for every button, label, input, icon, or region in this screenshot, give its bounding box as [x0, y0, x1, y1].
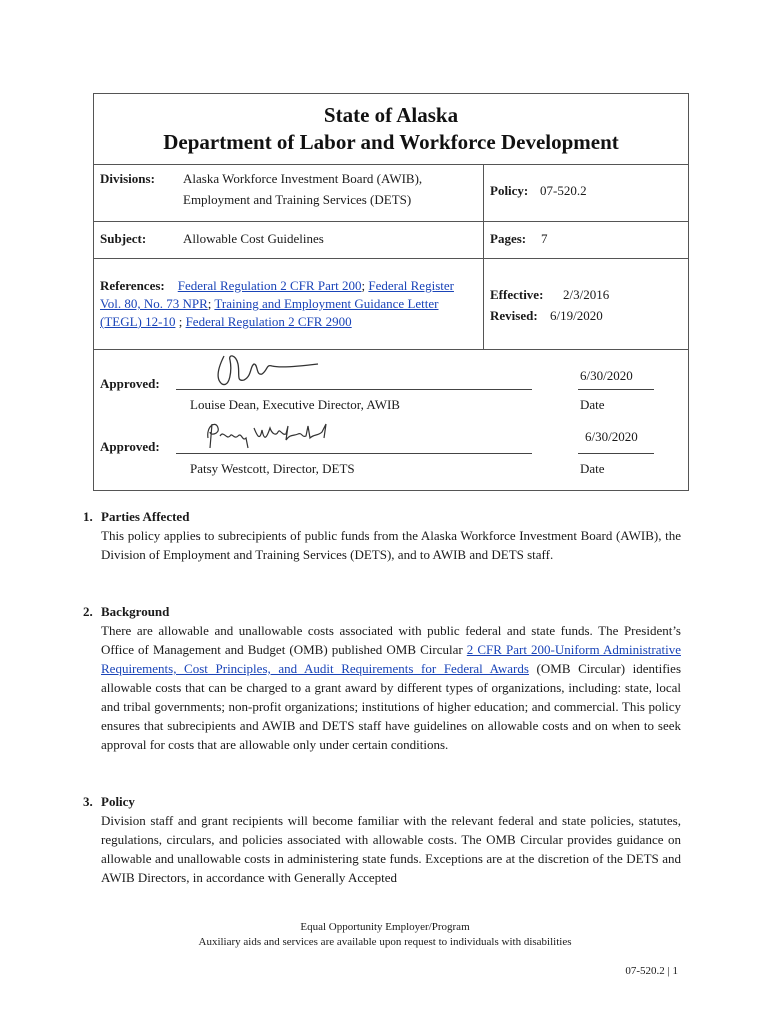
divisions-label: Divisions: — [100, 171, 155, 186]
pages-label: Pages: — [490, 231, 527, 246]
references-row — [94, 259, 688, 350]
references-separator: ; — [207, 296, 215, 311]
reference-link-2cfr200[interactable]: Federal Regulation 2 CFR Part 200 — [177, 278, 362, 293]
signature-line-1 — [176, 389, 532, 390]
title-line-1: State of Alaska — [323, 103, 459, 127]
policy-label: Policy: — [490, 183, 529, 198]
pages-value: 7 — [541, 231, 548, 246]
section-body: Division staff and grant recipients will become familiar with the relevant federal and state policies, statutes, regulations, circulars, and policies associated with allowable costs. The OMB Circular provides guidance on allowable and unallowable costs in administering state funds. Exceptions are at the discretion of the DETS and AWIB Directors, in accordance with Generally Accepted — [101, 813, 681, 885]
policy-header-box — [93, 93, 689, 491]
reference-link-federal-register[interactable]: Federal Register Vol. 80, No. 73 NPR — [100, 278, 454, 311]
references-label: References: — [100, 278, 165, 293]
document-title — [94, 94, 688, 165]
section-number: 2. — [83, 604, 93, 619]
signature-patsy-westcott — [202, 418, 342, 454]
divisions-value-line2: Employment and Training Services (DETS) — [183, 192, 412, 207]
revised-label: Revised: — [490, 308, 538, 323]
background-text-pre: There are allowable and unallowable costs associated with public federal and state funds. The President’s Office of Management and Budget (OMB) published OMB Circular — [101, 623, 681, 657]
section-background — [83, 602, 681, 754]
footer-eeo-line: Equal Opportunity Employer/Program — [300, 921, 470, 933]
reference-link-2cfr2900[interactable]: Federal Regulation 2 CFR 2900 — [185, 314, 352, 329]
section-heading: Parties Affected — [101, 509, 190, 524]
effective-label: Effective: — [490, 287, 544, 302]
divisions-row — [94, 165, 688, 222]
effective-value: 2/3/2016 — [563, 287, 610, 302]
title-line-2: Department of Labor and Workforce Development — [163, 130, 619, 154]
policy-value: 07-520.2 — [540, 183, 587, 198]
section-parties-affected — [83, 507, 681, 564]
subject-row — [94, 222, 688, 259]
approver-name-2: Patsy Westcott, Director, DETS — [190, 461, 355, 476]
section-heading: Background — [101, 604, 170, 619]
signature-line-2 — [176, 453, 532, 454]
approvals-section — [94, 350, 688, 490]
divisions-value-line1: Alaska Workforce Investment Board (AWIB), — [183, 171, 423, 186]
references-separator: ; — [175, 314, 186, 329]
date-line-1 — [578, 389, 654, 390]
section-body — [83, 621, 681, 754]
footer-aux-line: Auxiliary aids and services are available upon request to individuals with disabilities — [198, 936, 572, 948]
approval-date-2: 6/30/2020 — [585, 429, 638, 444]
references-separator: ; — [361, 278, 369, 293]
subject-label: Subject: — [100, 231, 147, 246]
approval-date-1: 6/30/2020 — [580, 368, 633, 383]
section-policy — [83, 792, 681, 887]
revised-value: 6/19/2020 — [550, 308, 603, 323]
section-body: This policy applies to subrecipients of public funds from the Alaska Workforce Investment Board (AWIB), the Division of Employment and Training Services (DETS), and to AWIB and DETS staff. — [101, 528, 681, 562]
reference-link-tegl[interactable]: Training and Employment Guidance Letter (TEGL) 12-10 — [100, 296, 439, 329]
date-label-2: Date — [580, 461, 605, 476]
section-heading: Policy — [101, 794, 135, 809]
subject-value: Allowable Cost Guidelines — [183, 231, 324, 246]
signature-louise-dean — [202, 350, 322, 390]
page-number: 07-520.2 | 1 — [625, 965, 678, 977]
section-number: 3. — [83, 794, 93, 809]
omb-circular-link[interactable]: 2 CFR Part 200-Uniform Administrative Requirements, Cost Principles, and Audit Requirements for Federal Awards — [101, 642, 681, 676]
approver-name-1: Louise Dean, Executive Director, AWIB — [190, 397, 400, 412]
date-line-2 — [578, 453, 654, 454]
section-number: 1. — [83, 509, 93, 524]
approved-label-2: Approved: — [100, 439, 160, 454]
date-label-1: Date — [580, 397, 605, 412]
background-text-post: (OMB Circular) identifies allowable costs that can be charged to a grant award by different types of organizations, including: state, local and tribal governments; non-profit organizations; institutions of higher education; and commercial. This policy ensures that subrecipients and AWIB and DETS staff have guidelines on allowable costs and on when to seek approval for costs that are allowable only under certain conditions. — [101, 661, 682, 752]
approved-label-1: Approved: — [100, 376, 160, 391]
